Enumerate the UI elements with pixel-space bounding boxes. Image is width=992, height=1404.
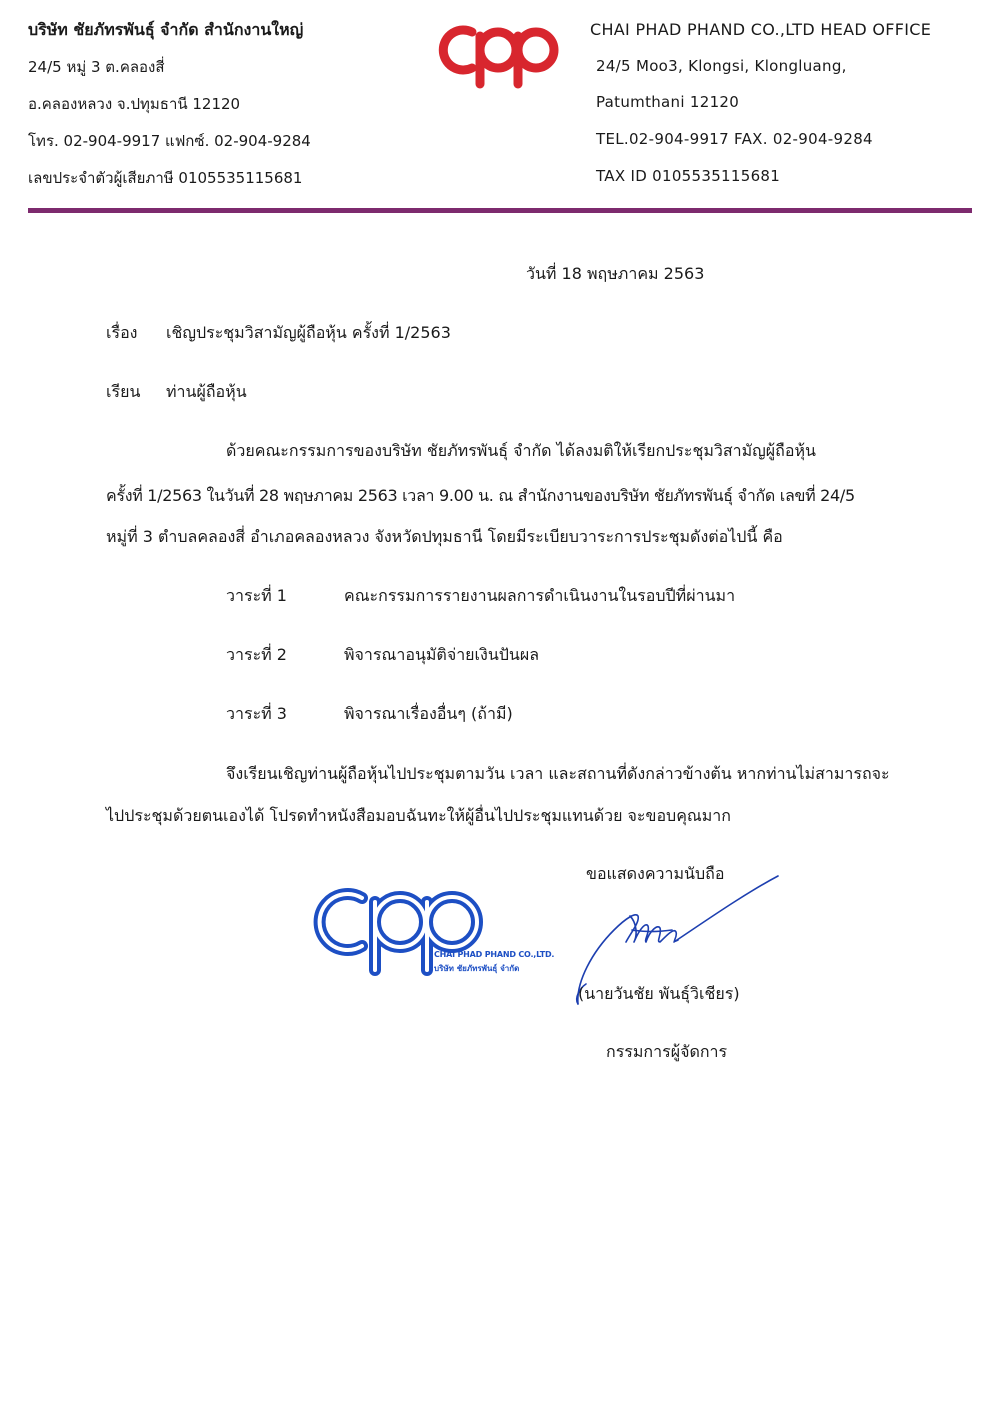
thai-address-line-2: อ.คลองหลวง จ.ปทุมธานี 12120 (28, 95, 241, 113)
recipient-text: ท่านผู้ถือหุ้น (166, 382, 247, 401)
en-phone-fax: TEL.02-904-9917 FAX. 02-904-9284 (596, 130, 873, 148)
en-address-line-1: 24/5 Moo3, Klongsi, Klongluang, (596, 57, 847, 75)
paragraph-2-line-2: ไปประชุมด้วยตนเองได้ โปรดทำหนังสือมอบฉันทะให้ผู้อื่นไปประชุมแทนด้วย จะขอบคุณมาก (106, 806, 731, 825)
recipient-label: เรียน (106, 382, 141, 401)
agenda-item-3-text: พิจารณาเรื่องอื่นๆ (ถ้ามี) (344, 704, 513, 723)
letter-date: วันที่ 18 พฤษภาคม 2563 (526, 264, 705, 283)
paragraph-1-line-2: ครั้งที่ 1/2563 ในวันที่ 28 พฤษภาคม 2563 เวลา 9.00 น. ณ สำนักงานของบริษัท ชัยภัทรพันธุ์ จำกัด เลขที่ 24/5 (106, 486, 855, 505)
en-company-name: CHAI PHAD PHAND CO.,LTD HEAD OFFICE (590, 20, 932, 39)
en-address-line-2: Patumthani 12120 (596, 93, 740, 111)
agenda-item-3-number: วาระที่ 3 (226, 704, 287, 723)
agenda-item-2-number: วาระที่ 2 (226, 645, 287, 664)
company-stamp (310, 876, 570, 976)
paragraph-2-line-1: จึงเรียนเชิญท่านผู้ถือหุ้นไปประชุมตามวัน เวลา และสถานที่ดังกล่าวข้างต้น หากท่านไม่สามารถจะ (226, 764, 890, 783)
signer-title: กรรมการผู้จัดการ (606, 1042, 728, 1061)
subject-text: เชิญประชุมวิสามัญผู้ถือหุ้น ครั้งที่ 1/2563 (166, 323, 451, 342)
stamp-logo (310, 876, 482, 974)
thai-address-line-1: 24/5 หมู่ 3 ต.คลองสี่ (28, 58, 165, 76)
thai-phone-fax: โทร. 02-904-9917 แฟกซ์. 02-904-9284 (28, 132, 311, 150)
subject-label: เรื่อง (106, 323, 138, 342)
thai-company-name: บริษัท ชัยภัทรพันธุ์ จำกัด สำนักงานใหญ่ (28, 20, 304, 39)
stamp-thai-name: บริษัท ชัยภัทรพันธุ์ จำกัด (434, 964, 520, 973)
closing-text: ขอแสดงความนับถือ (586, 864, 725, 883)
letterhead-divider (28, 208, 972, 213)
stamp-english-name: CHAI PHAD PHAND CO.,LTD. (434, 950, 555, 959)
signer-name: (นายวันชัย พันธุ์วิเชียร) (578, 984, 740, 1003)
company-logo (436, 18, 560, 88)
paragraph-1-line-3: หมู่ที่ 3 ตำบลคลองสี่ อำเภอคลองหลวง จังหวัดปทุมธานี โดยมีระเบียบวาระการประชุมดังต่อไปนี้ คือ (106, 527, 783, 546)
agenda-item-2-text: พิจารณาอนุมัติจ่ายเงินปันผล (344, 645, 540, 664)
agenda-item-1-number: วาระที่ 1 (226, 586, 287, 605)
paragraph-1-line-1: ด้วยคณะกรรมการของบริษัท ชัยภัทรพันธุ์ จำกัด ได้ลงมติให้เรียกประชุมวิสามัญผู้ถือหุ้น (226, 441, 816, 460)
thai-tax-id: เลขประจำตัวผู้เสียภาษี 0105535115681 (28, 169, 303, 187)
en-tax-id: TAX ID 0105535115681 (596, 167, 781, 185)
agenda-item-1-text: คณะกรรมการรายงานผลการดำเนินงานในรอบปีที่ผ่านมา (344, 586, 736, 605)
